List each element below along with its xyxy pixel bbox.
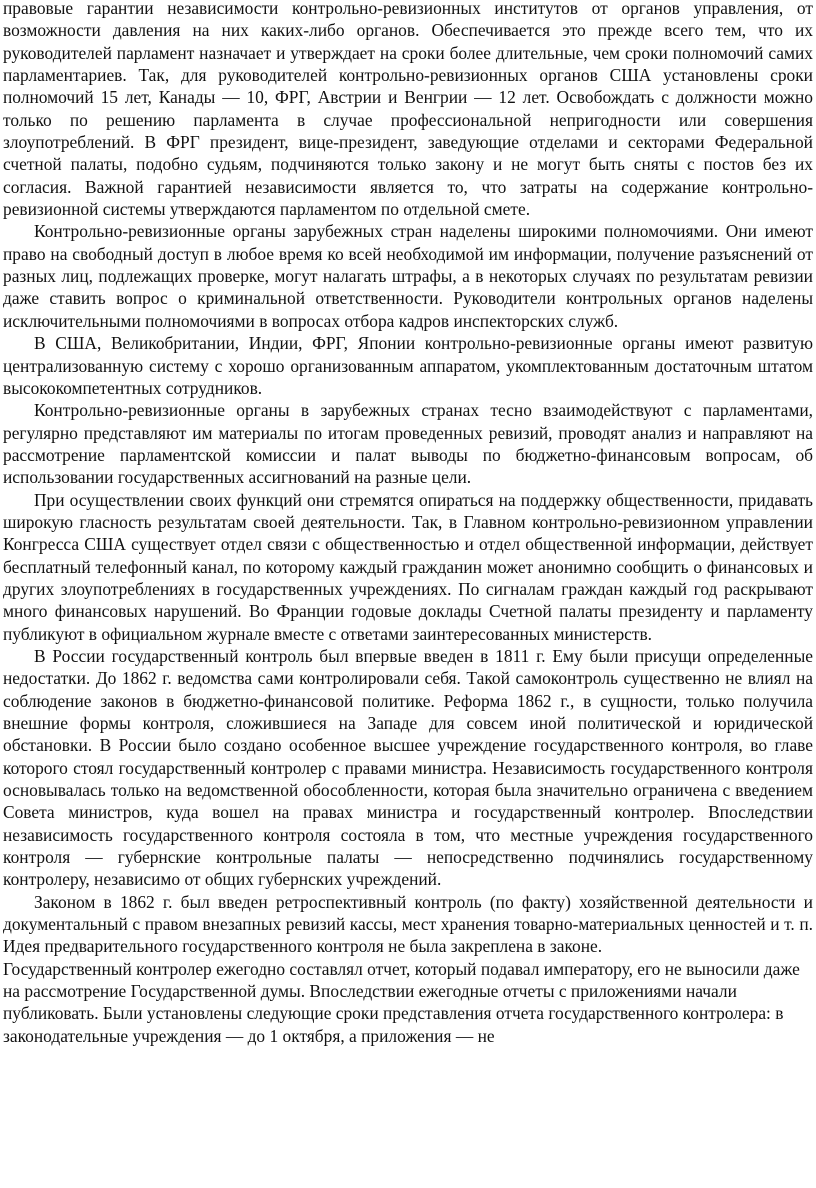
- paragraph-5: При осуществлении своих функций они стремятся опираться на поддержку общественности, придавать широкую гласность результатам своей деятельности. Так, в Главном контрольно-ревизионном управлении Конгресса США существует отдел связи с общественностью и отдел общественной информации, действует бесплатный телефонный канал, по которому каждый гражданин может анонимно сообщить о финансовых и других злоупотреблениях в государственных учреждениях. По сигналам граждан каждый год раскрывают много финансовых нарушений. Во Франции годовые доклады Счетной палаты президенту и парламенту публикуют в официальном журнале вместе с ответами заинтересованных министерств.: [3, 489, 813, 644]
- paragraph-3: В США, Великобритании, Индии, ФРГ, Японии контрольно-ревизионные органы имеют развитую централизованную систему с хорошо организованным аппаратом, укомплектованным достаточным штатом высококомпетентных сотрудников.: [3, 333, 813, 398]
- paragraph-8: Государственный контролер ежегодно составлял отчет, который подавал императору, его не выносили даже на рассмотрение Государственной думы. Впоследствии ежегодные отчеты с приложениями начали публиковать. Были установлены следующие сроки представления отчета государственного контролера: в законодательные учреждения — до 1 октября, а приложения — не: [3, 958, 800, 1046]
- paragraph-4: Контрольно-ревизионные органы в зарубежных странах тесно взаимодействуют с парламентами, регулярно представляют им материалы по итогам проведенных ревизий, проводят анализ и направляют на рассмотрение парламентской комиссии и палат выводы по бюджетно-финансовым вопросам, об использовании государственных ассигнований на разные цели.: [3, 400, 813, 488]
- paragraph-7: Законом в 1862 г. был введен ретроспективный контроль (по факту) хозяйственной деятельности и документальный с правом внезапных ревизий кассы, мест хранения товарно-материальных ценностей и т. п. Идея предварительного государственного контроля не была закреплена в законе.: [3, 891, 813, 957]
- paragraph-2: Контрольно-ревизионные органы зарубежных стран наделены широкими полномочиями. Они имеют право на свободный доступ в любое время ко всей необходимой им информации, получение разъяснений от разных лиц, подлежащих проверке, могут налагать штрафы, а в некоторых случаях по результатам ревизии даже ставить вопрос о криминальной ответственности. Руководители контрольных органов наделены исключительными полномочиями в вопросах отбора кадров инспекторских служб.: [3, 221, 813, 331]
- paragraph-1: правовые гарантии независимости контрольно-ревизионных институтов от органов управления, от возможности давления на них каких-либо органов. Обеспечивается это прежде всего тем, что их руководителей парламент назначает и утверждает на сроки более длительные, чем сроки полномочий самих парламентариев. Так, для руководителей контрольно-ревизионных органов США установлены сроки полномочий 15 лет, Канады — 10, ФРГ, Австрии и Венгрии — 12 лет. Освобождать с должности можно только по решению парламента в случае профессиональной непригодности или совершения злоупотреблений. В ФРГ президент, вице-президент, заведующие отделами и секторами Федеральной счетной палаты, подобно судьям, подчиняются только закону и не могут быть сняты с постов без их согласия. Важной гарантией независимости является то, что затраты на содержание контрольно-ревизионной системы утверждаются парламентом по отдельной смете.: [3, 0, 813, 220]
- paragraph-6: В России государственный контроль был впервые введен в 1811 г. Ему были присущи определенные недостатки. До 1862 г. ведомства сами контролировали себя. Такой самоконтроль существенно не влиял на соблюдение законов в бюджетно-финансовой политике. Реформа 1862 г., в сущности, только получила внешние формы контроля, сложившиеся на Западе для совсем иной политической и юридической обстановки. В России было создано особенное высшее учреждение государственного контроля, во главе которого стоял государственный контролер с правами министра. Независимость государственного контроля основывалась только на ведомственной обособленности, которая была значительно ограничена с введением Совета министров, куда вошел на правах министра и государственный контролер. Впоследствии независимость государственного контроля состояла в том, что местные учреждения государственного контроля — губернские контрольные палаты — непосредственно подчинялись государственному контролеру, независимо от общих губернских учреждений.: [3, 645, 813, 890]
